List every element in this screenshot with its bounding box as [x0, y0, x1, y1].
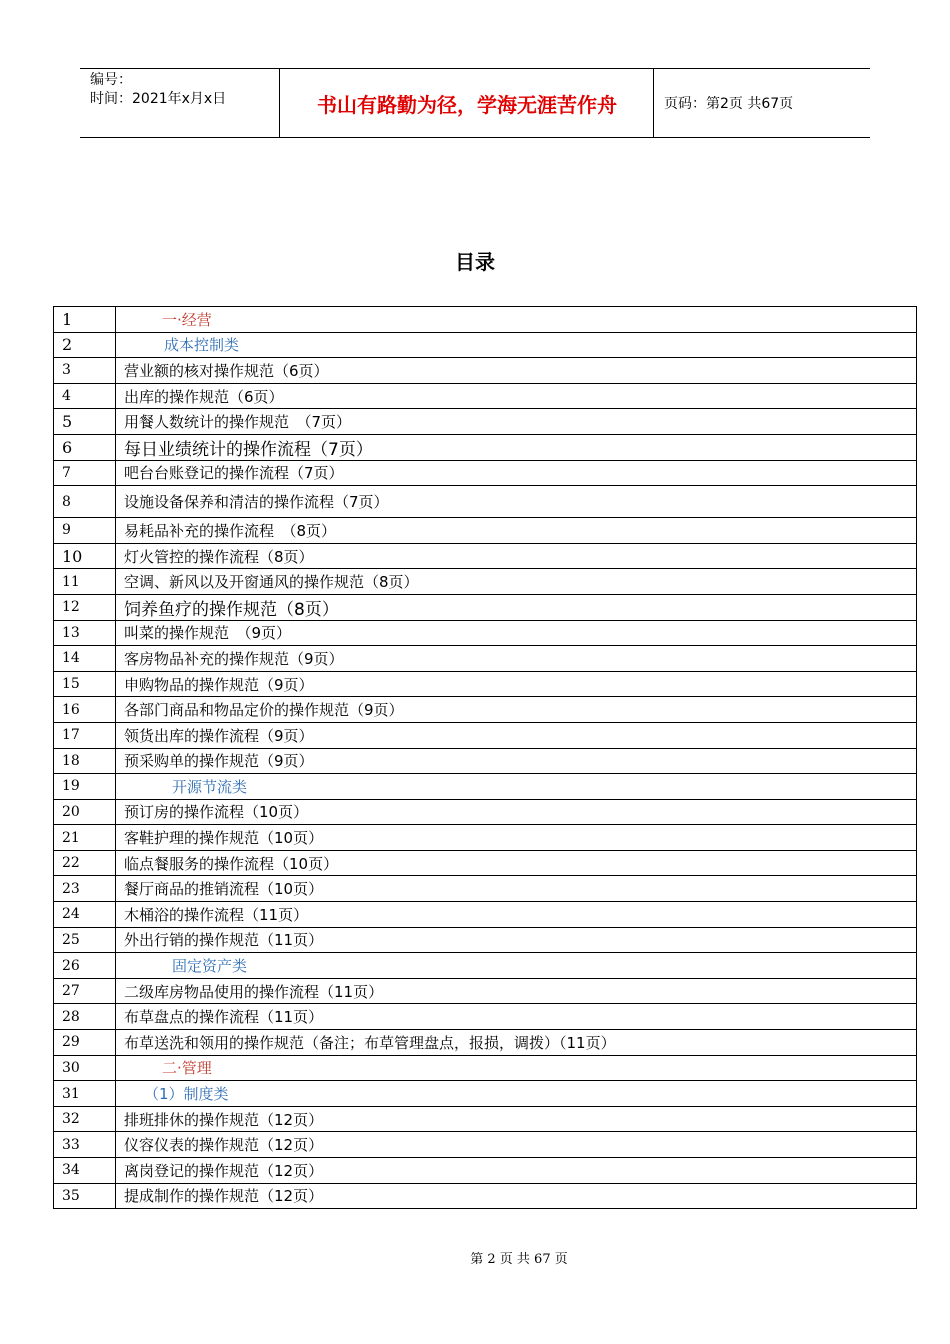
toc-row: [54, 902, 916, 928]
toc-entry-text: 易耗品补充的操作流程 （8页）: [124, 521, 337, 540]
toc-row-number: 31: [54, 1081, 116, 1106]
header-motto: 书山有路勤为径，学海无涯苦作舟: [281, 69, 654, 137]
toc-row: [54, 697, 916, 723]
toc-entry-text: 客鞋护理的操作规范（10页）: [124, 829, 324, 848]
toc-entry-text: 餐厅商品的推销流程（10页）: [124, 880, 324, 899]
toc-row-number: 21: [54, 825, 116, 850]
toc-row-number: 23: [54, 876, 116, 901]
toc-entry-text: 叫菜的操作规范 （9页）: [124, 624, 292, 643]
toc-section-heading: 固定资产类: [172, 957, 248, 976]
toc-row: [54, 1056, 916, 1082]
toc-row-number: 28: [54, 1004, 116, 1029]
toc-row-number: 8: [54, 486, 116, 517]
toc-row: [54, 435, 916, 461]
toc-row-number: 14: [54, 646, 116, 671]
toc-row: [54, 621, 916, 647]
toc-row: [54, 1132, 916, 1158]
toc-row-number: 22: [54, 851, 116, 876]
toc-row: [54, 486, 916, 518]
toc-row: [54, 569, 916, 595]
toc-row-number: 11: [54, 569, 116, 594]
toc-row: [54, 1030, 916, 1056]
toc-entry-text: 各部门商品和物品定价的操作规范（9页）: [124, 701, 404, 720]
toc-row-number: 5: [54, 409, 116, 434]
toc-entry-text: 布草送洗和领用的操作规范（备注；布草管理盘点，报损，调拨）（11页）: [124, 1033, 616, 1052]
toc-row-number: 29: [54, 1030, 116, 1055]
toc-row: [54, 1107, 916, 1133]
toc-row: [54, 876, 916, 902]
toc-row-number: 33: [54, 1132, 116, 1157]
toc-row: [54, 307, 916, 333]
toc-row: [54, 749, 916, 775]
toc-row: [54, 800, 916, 826]
toc-row: [54, 646, 916, 672]
toc-entry-text: 申购物品的操作规范（9页）: [124, 675, 314, 694]
toc-row: [54, 672, 916, 698]
toc-row-number: 16: [54, 697, 116, 722]
toc-row: [54, 1184, 916, 1210]
toc-row-number: 34: [54, 1158, 116, 1183]
toc-entry-text: 吧台台账登记的操作流程（7页）: [124, 464, 344, 483]
toc-row-number: 25: [54, 928, 116, 953]
toc-row: [54, 953, 916, 979]
toc-row-number: 4: [54, 384, 116, 409]
toc-row: [54, 979, 916, 1005]
toc-entry-text: 预采购单的操作规范（9页）: [124, 752, 314, 771]
toc-table: [53, 306, 917, 1209]
toc-row-number: 2: [54, 333, 116, 358]
toc-row-number: 13: [54, 621, 116, 646]
toc-row-number: 9: [54, 518, 116, 543]
toc-row-number: 17: [54, 723, 116, 748]
page-header: [80, 68, 870, 138]
toc-row-number: 32: [54, 1107, 116, 1132]
toc-row: [54, 1004, 916, 1030]
toc-row: [54, 518, 916, 544]
toc-section-heading: 开源节流类: [172, 777, 248, 796]
toc-row-number: 6: [54, 435, 116, 460]
toc-row-number: 15: [54, 672, 116, 697]
toc-row-number: 20: [54, 800, 116, 825]
toc-row: [54, 825, 916, 851]
toc-entry-text: 空调、新风以及开窗通风的操作规范（8页）: [124, 573, 419, 592]
toc-row: [54, 851, 916, 877]
toc-entry-text: 外出行销的操作规范（11页）: [124, 931, 324, 950]
toc-row-number: 24: [54, 902, 116, 927]
toc-entry-text: 出库的操作规范（6页）: [124, 387, 284, 406]
toc-row-number: 26: [54, 953, 116, 978]
toc-row: [54, 595, 916, 621]
toc-entry-text: 离岗登记的操作规范（12页）: [124, 1161, 324, 1180]
toc-entry-text: 二级库房物品使用的操作流程（11页）: [124, 982, 384, 1001]
toc-row-number: 27: [54, 979, 116, 1004]
toc-row: [54, 409, 916, 435]
toc-row: [54, 358, 916, 384]
toc-entry-text: 饲养鱼疗的操作规范（8页）: [124, 599, 339, 620]
toc-row: [54, 928, 916, 954]
toc-entry-text: 排班排休的操作规范（12页）: [124, 1110, 324, 1129]
toc-row: [54, 1158, 916, 1184]
toc-section-heading: （1）制度类: [144, 1085, 229, 1104]
page-title: 目录: [455, 250, 495, 274]
toc-section-heading: 二·管理: [162, 1059, 212, 1078]
toc-entry-text: 木桶浴的操作流程（11页）: [124, 905, 309, 924]
header-number-label: 编号：: [90, 72, 132, 88]
toc-row: [54, 461, 916, 487]
toc-row-number: 12: [54, 595, 116, 620]
toc-entry-text: 灯火管控的操作流程（8页）: [124, 547, 314, 566]
toc-row-number: 19: [54, 774, 116, 799]
toc-row-number: 3: [54, 358, 116, 383]
toc-entry-text: 临点餐服务的操作流程（10页）: [124, 854, 339, 873]
header-meta: [80, 69, 280, 137]
toc-row: [54, 1081, 916, 1107]
toc-entry-text: 客房物品补充的操作规范（9页）: [124, 649, 344, 668]
toc-row: [54, 723, 916, 749]
toc-row-number: 1: [54, 307, 116, 332]
toc-entry-text: 预订房的操作流程（10页）: [124, 803, 309, 822]
header-date-label: 时间：2021年x月x日: [90, 91, 227, 107]
toc-entry-text: 领货出库的操作流程（9页）: [124, 726, 314, 745]
toc-entry-text: 布草盘点的操作流程（11页）: [124, 1008, 324, 1027]
toc-entry-text: 每日业绩统计的操作流程（7页）: [124, 439, 373, 460]
toc-entry-text: 营业额的核对操作规范（6页）: [124, 361, 329, 380]
toc-row: [54, 333, 916, 359]
toc-row: [54, 774, 916, 800]
toc-entry-text: 仪容仪表的操作规范（12页）: [124, 1136, 324, 1155]
header-page-info: 页码：第2页 共67页: [664, 96, 794, 112]
toc-row-number: 18: [54, 749, 116, 774]
toc-entry-text: 用餐人数统计的操作规范 （7页）: [124, 413, 352, 432]
toc-row-number: 7: [54, 461, 116, 486]
toc-entry-text: 设施设备保养和清洁的操作流程（7页）: [124, 493, 389, 512]
toc-row: [54, 544, 916, 570]
toc-section-heading: 成本控制类: [164, 336, 240, 355]
toc-row: [54, 384, 916, 410]
toc-row-number: 10: [54, 544, 116, 569]
page-footer: 第 2 页 共 67 页: [470, 1252, 568, 1267]
toc-row-number: 35: [54, 1184, 116, 1209]
toc-row-number: 30: [54, 1056, 116, 1081]
toc-entry-text: 提成制作的操作规范（12页）: [124, 1187, 324, 1206]
toc-section-heading: 一·经营: [162, 310, 212, 329]
